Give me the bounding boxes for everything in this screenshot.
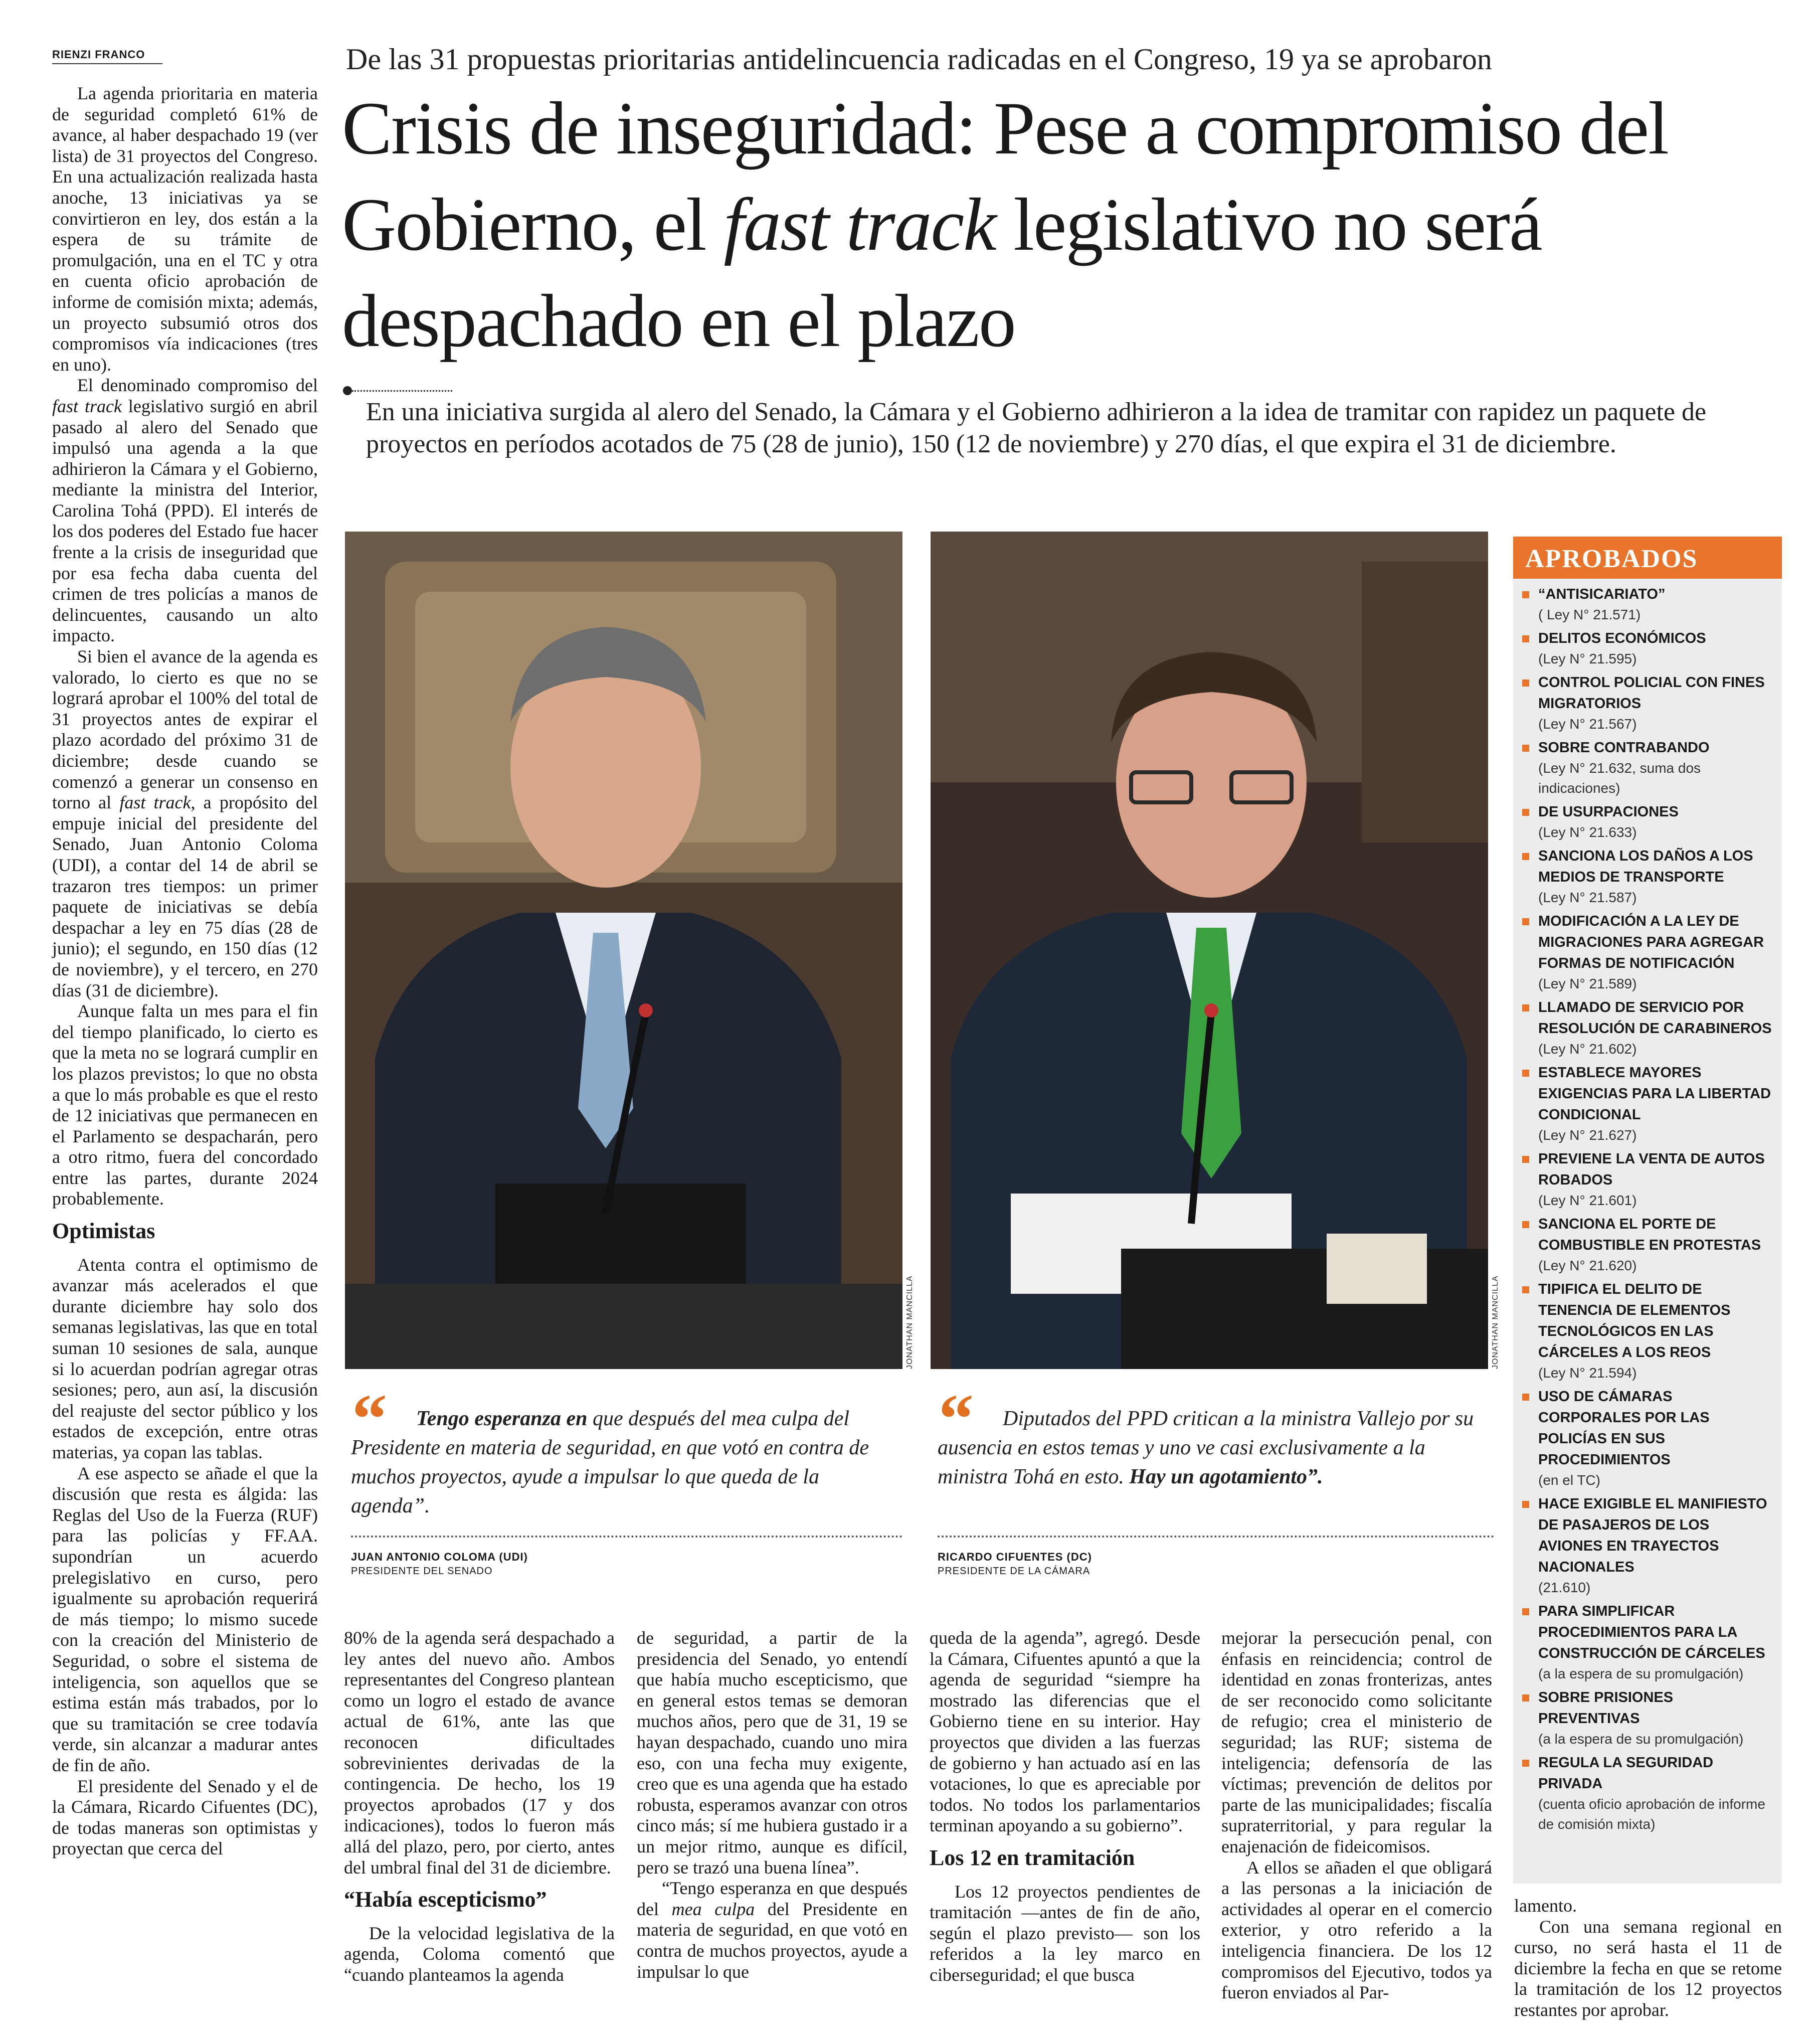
sidebar-item-law: ( Ley N° 21.571) <box>1538 607 1641 622</box>
headline <box>342 80 1786 369</box>
sidebar-item-law: (Ley N° 21.595) <box>1538 651 1637 666</box>
deck-rule <box>352 390 452 392</box>
sidebar-item-title: SOBRE PRISIONES PREVENTIVAS <box>1538 1689 1674 1727</box>
bullet-square-icon <box>1522 745 1529 752</box>
col4-paragraph-1: queda de la agenda”, agregó. Desde la Cámara, Cifuentes apuntó a que la agenda de seguridad “siempre ha mostrado las diferencias que el Gobierno tiene en su interior. Hay proyectos que dividen a las fuerzas de gobierno y han actuado así en las votaciones, lo que es apreciable por todos. No todos los parlamentarios terminan apoyando a su gobierno”. <box>930 1628 1200 1836</box>
photo-coloma-illustration <box>345 532 902 1369</box>
col3-paragraph-2: “Tengo esperanza en que después del mea culpa del Presidente en materia de seguridad, en que votó en contra de muchos proyectos, ayude a impulsar lo que <box>637 1878 907 1982</box>
kicker: De las 31 propuestas prioritarias antidelincuencia radicadas en el Congreso, 19 ya se aprobaron <box>346 43 1492 76</box>
sidebar-item-title: SANCIONA EL PORTE DE COMBUSTIBLE EN PROTESTAS <box>1538 1216 1761 1253</box>
bullet-square-icon <box>1522 1286 1529 1293</box>
quote-left-name: JUAN ANTONIO COLOMA (UDI) <box>351 1551 528 1563</box>
sidebar-item <box>1521 1386 1774 1490</box>
sidebar-item-title: SOBRE CONTRABANDO <box>1538 740 1710 756</box>
sidebar-item <box>1521 845 1774 908</box>
col1-paragraph-7: El presidente del Senado y el de la Cámara, Ricardo Cifuentes (DC), de todas maneras son optimistas y proyectan que cerca del <box>52 1776 318 1859</box>
sidebar-item-law: (a la espera de su promulgación) <box>1538 1666 1744 1681</box>
sidebar-item-title: ESTABLECE MAYORES EXIGENCIAS PARA LA LIBERTAD CONDICIONAL <box>1538 1065 1771 1123</box>
sidebar-item-title: PREVIENE LA VENTA DE AUTOS ROBADOS <box>1538 1151 1765 1188</box>
column-4 <box>930 1628 1200 1986</box>
sidebar-item-law: (Ley N° 21.594) <box>1538 1365 1637 1381</box>
bullet-square-icon <box>1522 1070 1529 1077</box>
col1-paragraph-1: La agenda prioritaria en materia de seguridad completó 61% de avance, al haber despachado 19 (ver lista) de 31 proyectos del Congreso. En una actualización realizada hasta anoche, 13 iniciativas ya se convirtieron en ley, dos están a la espera de su trámite de promulgación, una en el TC y otra en cuenta oficio aprobación de informe de comisión mixta; además, un proyecto subsumió otros dos compromisos vía indicaciones (tres en uno). <box>52 83 318 375</box>
quote-right: Diputados del PPD critican a la ministra Vallejo por su ausencia en estos temas y uno ve casi exclusivamente a la ministra Tohá en esto. Hay un agotamiento”. <box>938 1407 1474 1488</box>
column-2 <box>344 1628 615 1986</box>
bullet-square-icon <box>1522 1501 1529 1508</box>
bullet-square-icon <box>1522 918 1529 925</box>
photo-coloma <box>345 532 902 1369</box>
sidebar-item <box>1521 1214 1774 1276</box>
sidebar-item-title: SANCIONA LOS DAÑOS A LOS MEDIOS DE TRANSPORTE <box>1538 848 1753 885</box>
sidebar-item <box>1521 1601 1774 1684</box>
sidebar-item-title: TIPIFICA EL DELITO DE TENENCIA DE ELEMENTOS TECNOLÓGICOS EN LAS CÁRCELES A LOS REOS <box>1538 1281 1731 1361</box>
col1-paragraph-4: Aunque falta un mes para el fin del tiempo planificado, lo cierto es que la meta no se logrará cumplir en los plazos previstos; lo que no obsta a que lo más probable es que el resto de 12 iniciativas que permanecen en el Parlamento se despacharán, pero a otro ritmo, fuera del concordado entre las partes, durante 2024 probablemente. <box>52 1001 318 1209</box>
sidebar-item <box>1521 737 1774 798</box>
sidebar-item <box>1521 1687 1774 1749</box>
photo-cifuentes-illustration <box>931 532 1488 1369</box>
bullet-square-icon <box>1522 1221 1529 1228</box>
bullet-square-icon <box>1522 1760 1529 1767</box>
sidebar-item-law: (cuenta oficio aprobación de informe de comisión mixta) <box>1538 1796 1765 1832</box>
subhead-los-12: Los 12 en tramitación <box>930 1845 1135 1870</box>
col2-paragraph-1: 80% de la agenda será despachado a ley antes del nuevo año. Ambos representantes del Congreso plantean como un logro el estado de avance actual de 61%, ante las que reconocen dificultades sobrevinientes derivadas de la contingencia. De hecho, los 19 proyectos aprobados (17 y dos indicaciones), todos lo fueron más allá del plazo, pero, por cierto, antes del umbral final del 31 de diciembre. <box>344 1628 615 1878</box>
col6-paragraph-1: lamento. <box>1514 1896 1577 1916</box>
column-6 <box>1514 1896 1782 2021</box>
sidebar-item-law: (21.610) <box>1538 1580 1591 1595</box>
sidebar-item <box>1521 628 1774 669</box>
bullet-square-icon <box>1522 679 1529 687</box>
sidebar-item <box>1521 1148 1774 1211</box>
sidebar-aprobados <box>1513 537 1782 1884</box>
headline-part1: Crisis de inseguridad: Pese a compromiso del Gobierno, el <box>342 87 1668 266</box>
quote-mark-right: “ <box>939 1380 974 1458</box>
quote-right-name: RICARDO CIFUENTES (DC) <box>938 1551 1092 1563</box>
sidebar-item <box>1521 1279 1774 1383</box>
bullet-square-icon <box>1522 1004 1529 1011</box>
deck-bullet <box>343 386 352 395</box>
sidebar-item <box>1521 1493 1774 1598</box>
sidebar-item <box>1521 1752 1774 1834</box>
sidebar-item-law: (Ley N° 21.633) <box>1538 824 1637 840</box>
col3-paragraph-1: de seguridad, a partir de la presidencia del Senado, yo entendí que había mucho escepticismo, que en general estos temas se demoran muchos años, pero que de 31, 19 se hayan despachado, cuando uno mira eso, con una fecha muy exigente, creo que es una agenda que ha estado robusta, esperamos avanzar con otros cinco más; sí me hubiera gustado ir a un mejor ritmo, aunque es difícil, pero se trazó una buena línea”. <box>637 1628 907 1878</box>
sidebar-item-law: (Ley N° 21.602) <box>1538 1041 1637 1057</box>
col2-paragraph-2: De la velocidad legislativa de la agenda, Coloma comentó que “cuando planteamos la agenda <box>344 1923 615 1985</box>
sidebar-item-title: “ANTISICARIATO” <box>1538 586 1666 602</box>
column-1 <box>52 83 318 1859</box>
bullet-square-icon <box>1522 853 1529 860</box>
headline-part2: legislativo no será despachado en el plazo <box>342 183 1542 363</box>
bullet-square-icon <box>1522 591 1529 598</box>
sidebar-title: APROBADOS <box>1513 537 1782 579</box>
sidebar-item <box>1521 1062 1774 1145</box>
bullet-square-icon <box>1522 1156 1529 1163</box>
sidebar-item-law: (en el TC) <box>1538 1472 1600 1488</box>
sidebar-item <box>1521 997 1774 1059</box>
sidebar-item-law: (Ley N° 21.620) <box>1538 1258 1637 1273</box>
sidebar-item-title: USO DE CÁMARAS CORPORALES POR LAS POLICÍAS EN SUS PROCEDIMIENTOS <box>1538 1389 1710 1468</box>
sidebar-item-law: (Ley N° 21.601) <box>1538 1193 1637 1208</box>
col1-paragraph-3: Si bien el avance de la agenda es valorado, lo cierto es que no se logrará aprobar el 100% del total de 31 proyectos antes de expirar el plazo acordado del próximo 31 de diciembre; desde cuando se comenzó a generar un consenso en torno al fast track, a propósito del empuje inicial del presidente del Senado, Juan Antonio Coloma (UDI), a contar del 14 de abril se trazaron tres tiempos: un primer paquete de iniciativas se debía despachar a ley en 75 días (28 de junio); el segundo, en 150 días (12 de noviembre), y el tercero, en 270 días (31 de diciembre). <box>52 646 318 1000</box>
subhead-optimistas: Optimistas <box>52 1219 155 1244</box>
photo-credit-left: JONATHAN MANCILLA <box>905 1275 914 1369</box>
bullet-square-icon <box>1522 1694 1529 1702</box>
quote-right-role: PRESIDENTE DE LA CÁMARA <box>938 1566 1090 1577</box>
col1-paragraph-5: Atenta contra el optimismo de avanzar más acelerados el que durante diciembre hay solo dos semanas legislativas, las que en total suman 10 sesiones de sala, aunque si lo acuerdan podrían agregar otras sesiones; pero, aun así, la discusión del reajuste del sector público y los estados de excepción, entre otras materias, ya copan las tablas. <box>52 1254 318 1462</box>
sidebar-item-title: PARA SIMPLIFICAR PROCEDIMIENTOS PARA LA CONSTRUCCIÓN DE CÁRCELES <box>1538 1603 1765 1661</box>
photo-cifuentes <box>931 532 1488 1369</box>
sidebar-item-title: HACE EXIGIBLE EL MANIFIESTO DE PASAJEROS DE LOS AVIONES EN TRAYECTOS NACIONALES <box>1538 1496 1767 1575</box>
sidebar-item-law: (Ley N° 21.587) <box>1538 890 1637 905</box>
sidebar-item-title: MODIFICACIÓN A LA LEY DE MIGRACIONES PARA AGREGAR FORMAS DE NOTIFICACIÓN <box>1538 913 1764 971</box>
sidebar-item-title: CONTROL POLICIAL CON FINES MIGRATORIOS <box>1538 674 1765 712</box>
quote-left-rule <box>351 1536 902 1538</box>
headline-italic: fast track <box>723 183 996 266</box>
bullet-square-icon <box>1522 1608 1529 1615</box>
sidebar-item-law: (Ley N° 21.632, suma dos indicaciones) <box>1538 760 1701 796</box>
quote-left: Tengo esperanza en que después del mea culpa del Presidente en materia de seguridad, en que votó en contra de muchos proyectos, ayude a impulsar lo que queda de la agenda”. <box>351 1407 869 1517</box>
bullet-square-icon <box>1522 1394 1529 1401</box>
sidebar-item-law: (Ley N° 21.567) <box>1538 716 1637 732</box>
author-byline: RIENZI FRANCO <box>52 48 145 61</box>
col1-paragraph-6: A ese aspecto se añade el que la discusión que resta es álgida: las Reglas del Uso de la Fuerza (RUF) para las policías y FF.AA. supondrían un acuerdo prelegislativo en curso, pero igualmente su aprobación requerirá de más tiempo; lo mismo sucede con la creación del Ministerio de Seguridad, o sobre el sistema de inteligencia, son aquellos que se estima están más trabados, por lo que su tramitación se cree todavía verde, sin alcanzar a madurar antes de fin de año. <box>52 1463 318 1775</box>
col5-paragraph-1: mejorar la persecución penal, con énfasis en reincidencia; control de identidad en zonas fronterizas, antes de ser reconocido como solicitante de refugio; crea el ministerio de seguridad; las RUF; sistema de inteligencia; defensoría de las víctimas; prevención de delitos por parte de las municipalidades; fiscalía supraterritorial, y para regular la enajenación de fideicomisos. <box>1221 1628 1492 1856</box>
sidebar-item-title: REGULA LA SEGURIDAD PRIVADA <box>1538 1755 1714 1792</box>
col6-paragraph-2: Con una semana regional en curso, no será hasta el 11 de diciembre la fecha en que se retome la tramitación de los 12 proyectos restantes por aprobar. <box>1514 1916 1782 2020</box>
sidebar-item-law: (a la espera de su promulgación) <box>1538 1731 1744 1747</box>
sidebar-item-title: DE USURPACIONES <box>1538 804 1679 820</box>
col1-paragraph-2: El denominado compromiso del fast track legislativo surgió en abril pasado al alero del Senado que impulsó una agenda a la que adhirieron la Cámara y el Gobierno, mediante la ministra del Interior, Carolina Tohá (PPD). El interés de los dos poderes del Estado fue hacer frente a la crisis de inseguridad que por esa fecha daba cuenta del crimen de tres policías a manos de delincuentes, causando un alto impacto. <box>52 375 318 646</box>
quote-mark-left: “ <box>352 1380 387 1458</box>
bullet-square-icon <box>1522 809 1529 816</box>
col4-paragraph-2: Los 12 proyectos pendientes de tramitación —antes de fin de año, según el plazo previsto— son los referidos a la ley marco en ciberseguridad; el que busca <box>930 1881 1200 1985</box>
column-5 <box>1221 1628 1492 2003</box>
sidebar-item-law: (Ley N° 21.627) <box>1538 1127 1637 1143</box>
sidebar-item <box>1521 672 1774 734</box>
byline-rule <box>52 63 162 64</box>
sidebar-item <box>1521 801 1774 842</box>
bullet-square-icon <box>1522 635 1529 642</box>
sidebar-list <box>1513 579 1782 1834</box>
sidebar-item <box>1521 584 1774 625</box>
subhead-escepticismo: “Había escepticismo” <box>344 1887 547 1912</box>
deck: En una iniciativa surgida al alero del Senado, la Cámara y el Gobierno adhirieron a la idea de tramitar con rapidez un paquete de proyectos en períodos acotados de 75 (28 de junio), 150 (12 de noviembre) y 270 días, el que expira el 31 de diciembre. <box>366 398 1707 458</box>
quote-left-role: PRESIDENTE DEL SENADO <box>351 1566 493 1577</box>
sidebar-item <box>1521 911 1774 994</box>
sidebar-item-title: LLAMADO DE SERVICIO POR RESOLUCIÓN DE CARABINEROS <box>1538 999 1772 1037</box>
quote-right-rule <box>938 1536 1494 1538</box>
sidebar-item-law: (Ley N° 21.589) <box>1538 976 1637 991</box>
column-3 <box>637 1628 907 1982</box>
col5-paragraph-2: A ellos se añaden el que obligará a las personas a la iniciación de actividades al operar en el comercio exterior, y otro referido a la inteligencia financiera. De los 12 compromisos del Ejecutivo, todos ya fueron enviados al Par- <box>1221 1857 1492 2003</box>
photo-credit-right: JONATHAN MANCILLA <box>1491 1275 1500 1369</box>
sidebar-item-title: DELITOS ECONÓMICOS <box>1538 630 1706 646</box>
